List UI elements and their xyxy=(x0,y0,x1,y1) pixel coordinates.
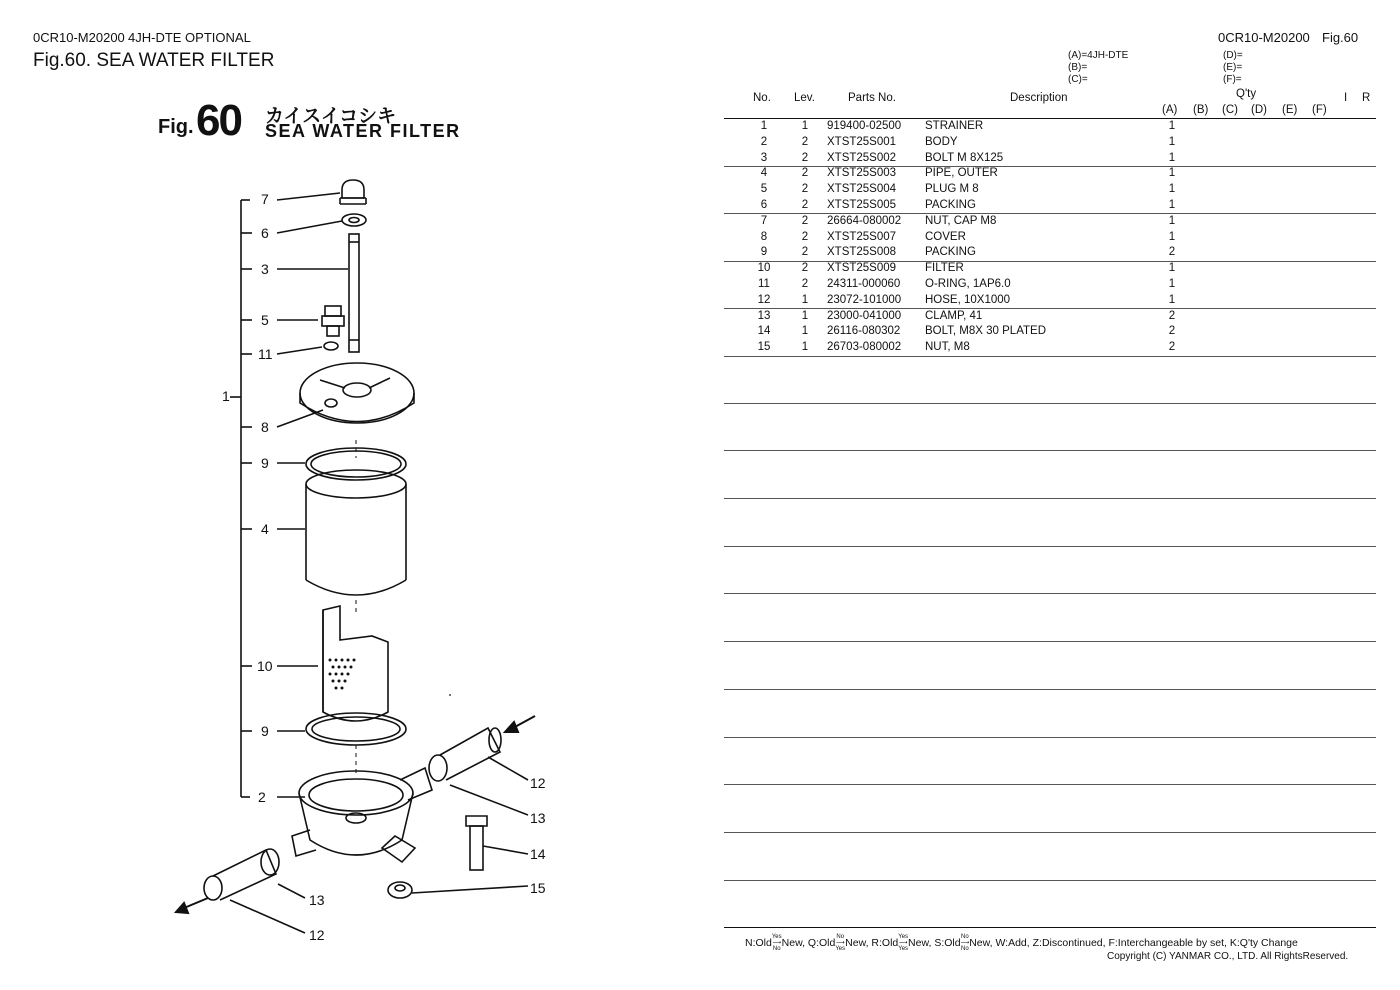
table-row xyxy=(724,245,1376,261)
model-name: 4JH-DTE OPTIONAL xyxy=(128,30,251,45)
row-lev: 2 xyxy=(801,214,809,227)
row-part-no: XTST25S004 xyxy=(827,183,897,196)
packing-top-part xyxy=(306,448,406,480)
callout-14: 14 xyxy=(530,846,546,862)
header-r: R xyxy=(1362,92,1371,104)
row-part-no: 23000-041000 xyxy=(827,309,902,322)
row-lev: 2 xyxy=(801,230,809,243)
model-code-c: (C)= xyxy=(1068,74,1088,85)
row-lev: 2 xyxy=(801,278,809,290)
legend-no: No xyxy=(772,946,781,952)
row-qty-a: 1 xyxy=(1168,120,1176,132)
table-row xyxy=(724,261,1376,277)
drawing-fig-number: 60 xyxy=(196,96,241,145)
row-part-no: XTST25S001 xyxy=(827,135,897,148)
callout-15: 15 xyxy=(530,880,546,896)
ruled-line xyxy=(724,641,1376,642)
row-part-no: XTST25S002 xyxy=(827,151,897,164)
row-description: BODY xyxy=(925,135,958,148)
drawing-title-jp: カイスイコシキ xyxy=(265,106,397,127)
row-description: NUT, CAP M8 xyxy=(925,214,997,227)
callout-5: 5 xyxy=(261,312,269,328)
row-no: 15 xyxy=(757,341,771,354)
legend-n: N:Old xyxy=(745,936,772,949)
row-qty-a: 1 xyxy=(1168,199,1176,211)
row-lev: 2 xyxy=(801,183,809,196)
row-lev: 2 xyxy=(801,246,809,259)
row-no: 9 xyxy=(760,246,768,259)
ruled-line xyxy=(724,403,1376,404)
row-part-no: XTST25S007 xyxy=(827,230,897,243)
row-description: PIPE, OUTER xyxy=(925,167,998,180)
table-row xyxy=(724,198,1376,214)
callout-10: 10 xyxy=(257,658,273,674)
row-lev: 2 xyxy=(801,167,809,180)
row-qty-a: 1 xyxy=(1168,183,1176,196)
ruled-line xyxy=(724,832,1376,833)
model-code-f: (F)= xyxy=(1223,74,1242,85)
long-bolt-part xyxy=(349,234,359,352)
row-part-no: XTST25S005 xyxy=(827,199,897,211)
legend-line xyxy=(745,934,1298,952)
row-no: 6 xyxy=(760,199,768,211)
legend-rest: W:Add, Z:Discontinued, F:Interchangeable by set, K:Q'ty Change xyxy=(995,936,1298,949)
row-part-no: 23072-101000 xyxy=(827,293,902,306)
callout-4: 4 xyxy=(261,521,269,537)
legend-no: No xyxy=(961,934,969,940)
callout-2: 2 xyxy=(258,789,266,805)
ruled-line xyxy=(724,498,1376,499)
model-code-e: (E)= xyxy=(1223,62,1243,73)
legend-q-arrow: No ⟶ Yes xyxy=(835,934,846,952)
header-qty-d: (D) xyxy=(1251,104,1267,116)
ruled-line xyxy=(724,784,1376,785)
row-no: 4 xyxy=(760,167,768,180)
table-row xyxy=(724,182,1376,198)
body-part xyxy=(299,771,413,815)
row-lev: 2 xyxy=(801,199,809,211)
doc-code-right: 0CR10-M20200 xyxy=(1218,30,1310,45)
callout-13-left: 13 xyxy=(309,892,325,908)
row-lev: 1 xyxy=(801,293,809,306)
row-qty-a: 2 xyxy=(1168,341,1176,354)
model-code-b: (B)= xyxy=(1068,62,1088,73)
legend-yes: Yes xyxy=(835,946,846,952)
table-row xyxy=(724,293,1376,309)
header-no: No. xyxy=(753,92,771,104)
row-qty-a: 1 xyxy=(1168,214,1176,227)
row-description: O-RING, 1AP6.0 xyxy=(925,278,1011,290)
row-description: CLAMP, 41 xyxy=(925,309,983,322)
row-qty-a: 1 xyxy=(1168,167,1176,180)
row-no: 8 xyxy=(760,230,768,243)
row-description: FILTER xyxy=(925,262,964,275)
row-lev: 2 xyxy=(801,262,809,275)
row-description: PLUG M 8 xyxy=(925,183,979,196)
callout-9-bottom: 9 xyxy=(261,723,269,739)
table-row xyxy=(724,324,1376,340)
header-qty-e: (E) xyxy=(1282,104,1298,116)
row-lev: 1 xyxy=(801,120,809,132)
row-description: PACKING xyxy=(925,246,976,259)
fig-reference: Fig.60 xyxy=(1322,30,1359,45)
legend-r-arrow: Yes ⟶ Yes xyxy=(898,934,909,952)
ruled-line xyxy=(724,737,1376,738)
row-part-no: 24311-000060 xyxy=(827,278,901,290)
header-qty-a: (A) xyxy=(1162,104,1178,116)
row-lev: 1 xyxy=(801,325,809,338)
row-qty-a: 1 xyxy=(1168,278,1176,290)
row-part-no: XTST25S008 xyxy=(827,246,897,259)
filter-part xyxy=(323,606,388,721)
header-description: Description xyxy=(1010,92,1068,104)
ruled-line xyxy=(724,689,1376,690)
row-qty-a: 1 xyxy=(1168,262,1176,275)
row-part-no: 26664-080002 xyxy=(827,214,902,227)
copyright: Copyright (C) YANMAR CO., LTD. All RightsReserved. xyxy=(1107,951,1349,962)
row-qty-a: 1 xyxy=(1168,135,1176,148)
callout-12-right: 12 xyxy=(530,775,546,791)
doc-code-left: 0CR10-M20200 xyxy=(33,30,125,45)
legend-n-new: New, xyxy=(781,936,805,949)
row-qty-a: 2 xyxy=(1168,309,1176,322)
legend-q: Q:Old xyxy=(807,936,836,949)
row-lev: 1 xyxy=(801,309,809,322)
row-description: NUT, M8 xyxy=(925,341,970,354)
callout-8: 8 xyxy=(261,419,269,435)
legend-s-new: New, xyxy=(969,936,993,949)
row-no: 1 xyxy=(760,120,768,132)
row-lev: 1 xyxy=(801,341,809,354)
row-description: COVER xyxy=(925,230,966,243)
header-qty-b: (B) xyxy=(1193,104,1209,116)
callout-12-left: 12 xyxy=(309,927,325,943)
row-no: 3 xyxy=(760,151,768,164)
row-qty-a: 1 xyxy=(1168,293,1176,306)
table-row xyxy=(724,230,1376,246)
table-row xyxy=(724,214,1376,230)
row-no: 14 xyxy=(757,325,771,338)
page-title: Fig.60. SEA WATER FILTER xyxy=(33,50,275,71)
row-no: 2 xyxy=(760,135,768,148)
row-no: 10 xyxy=(757,262,771,275)
group-divider xyxy=(724,356,1376,357)
row-no: 11 xyxy=(758,278,770,290)
legend-yes: Yes xyxy=(898,946,909,952)
row-lev: 2 xyxy=(801,151,809,164)
callout-3: 3 xyxy=(261,261,269,277)
row-qty-a: 1 xyxy=(1168,230,1176,243)
legend-no: No xyxy=(836,934,845,940)
model-code-d: (D)= xyxy=(1223,50,1243,61)
legend-r-new: New, xyxy=(908,936,932,949)
table-row xyxy=(724,340,1376,356)
row-description: BOLT M 8X125 xyxy=(925,151,1004,164)
row-description: PACKING xyxy=(925,199,976,211)
legend-r: R:Old xyxy=(871,936,899,949)
table-row xyxy=(724,309,1376,325)
table-row xyxy=(724,166,1376,182)
ruled-line xyxy=(724,450,1376,451)
callout-1: 1 xyxy=(222,388,230,404)
row-no: 12 xyxy=(757,293,771,306)
row-part-no: 919400-02500 xyxy=(827,120,902,132)
row-part-no: XTST25S009 xyxy=(827,262,897,275)
row-qty-a: 1 xyxy=(1168,151,1176,164)
row-no: 7 xyxy=(760,214,768,227)
legend-s: S:Old xyxy=(934,936,961,949)
drawing-fig-label: Fig. xyxy=(158,116,194,138)
table-row xyxy=(724,277,1376,293)
table-row xyxy=(724,119,1376,135)
row-lev: 2 xyxy=(801,135,809,148)
row-qty-a: 2 xyxy=(1168,325,1176,338)
callout-9-top: 9 xyxy=(261,455,269,471)
legend-yes: Yes xyxy=(898,934,909,940)
cap-nut-part xyxy=(342,180,364,198)
legend-no: No xyxy=(961,946,969,952)
legend-yes: Yes xyxy=(771,934,782,940)
callout-6: 6 xyxy=(261,225,269,241)
row-part-no: XTST25S003 xyxy=(827,167,897,180)
row-description: BOLT, M8X 30 PLATED xyxy=(925,325,1047,338)
row-description: HOSE, 10X1000 xyxy=(925,293,1011,306)
legend-n-arrow: Yes ⟶ No xyxy=(771,934,782,952)
row-qty-a: 2 xyxy=(1168,246,1176,259)
footer-divider xyxy=(724,927,1376,928)
header-i: I xyxy=(1344,92,1348,104)
legend-s-arrow: No ⟶ No xyxy=(960,934,970,952)
callout-13-right: 13 xyxy=(530,810,546,826)
table-row xyxy=(724,151,1376,167)
drawing-title-en: SEA WATER FILTER xyxy=(265,121,461,141)
row-no: 13 xyxy=(757,309,771,322)
header-qty: Q'ty xyxy=(1236,88,1257,100)
header-lev: Lev. xyxy=(794,92,815,104)
outer-pipe-part xyxy=(306,470,406,498)
ruled-line xyxy=(724,880,1376,881)
row-part-no: 26116-080302 xyxy=(827,325,901,338)
washer-part xyxy=(342,214,366,226)
callout-11: 11 xyxy=(258,346,273,362)
ruled-line xyxy=(724,546,1376,547)
table-row xyxy=(724,135,1376,151)
row-description: STRAINER xyxy=(925,120,984,132)
header-parts-no: Parts No. xyxy=(848,92,896,104)
header-qty-f: (F) xyxy=(1312,104,1327,116)
callout-7: 7 xyxy=(261,191,269,207)
model-code-a: (A)=4JH-DTE xyxy=(1068,50,1129,61)
legend-q-new: New, xyxy=(845,936,869,949)
ruled-line xyxy=(724,593,1376,594)
row-part-no: 26703-080002 xyxy=(827,341,902,354)
cover-part xyxy=(300,363,414,423)
row-no: 5 xyxy=(760,183,768,196)
header-qty-c: (C) xyxy=(1222,104,1238,116)
